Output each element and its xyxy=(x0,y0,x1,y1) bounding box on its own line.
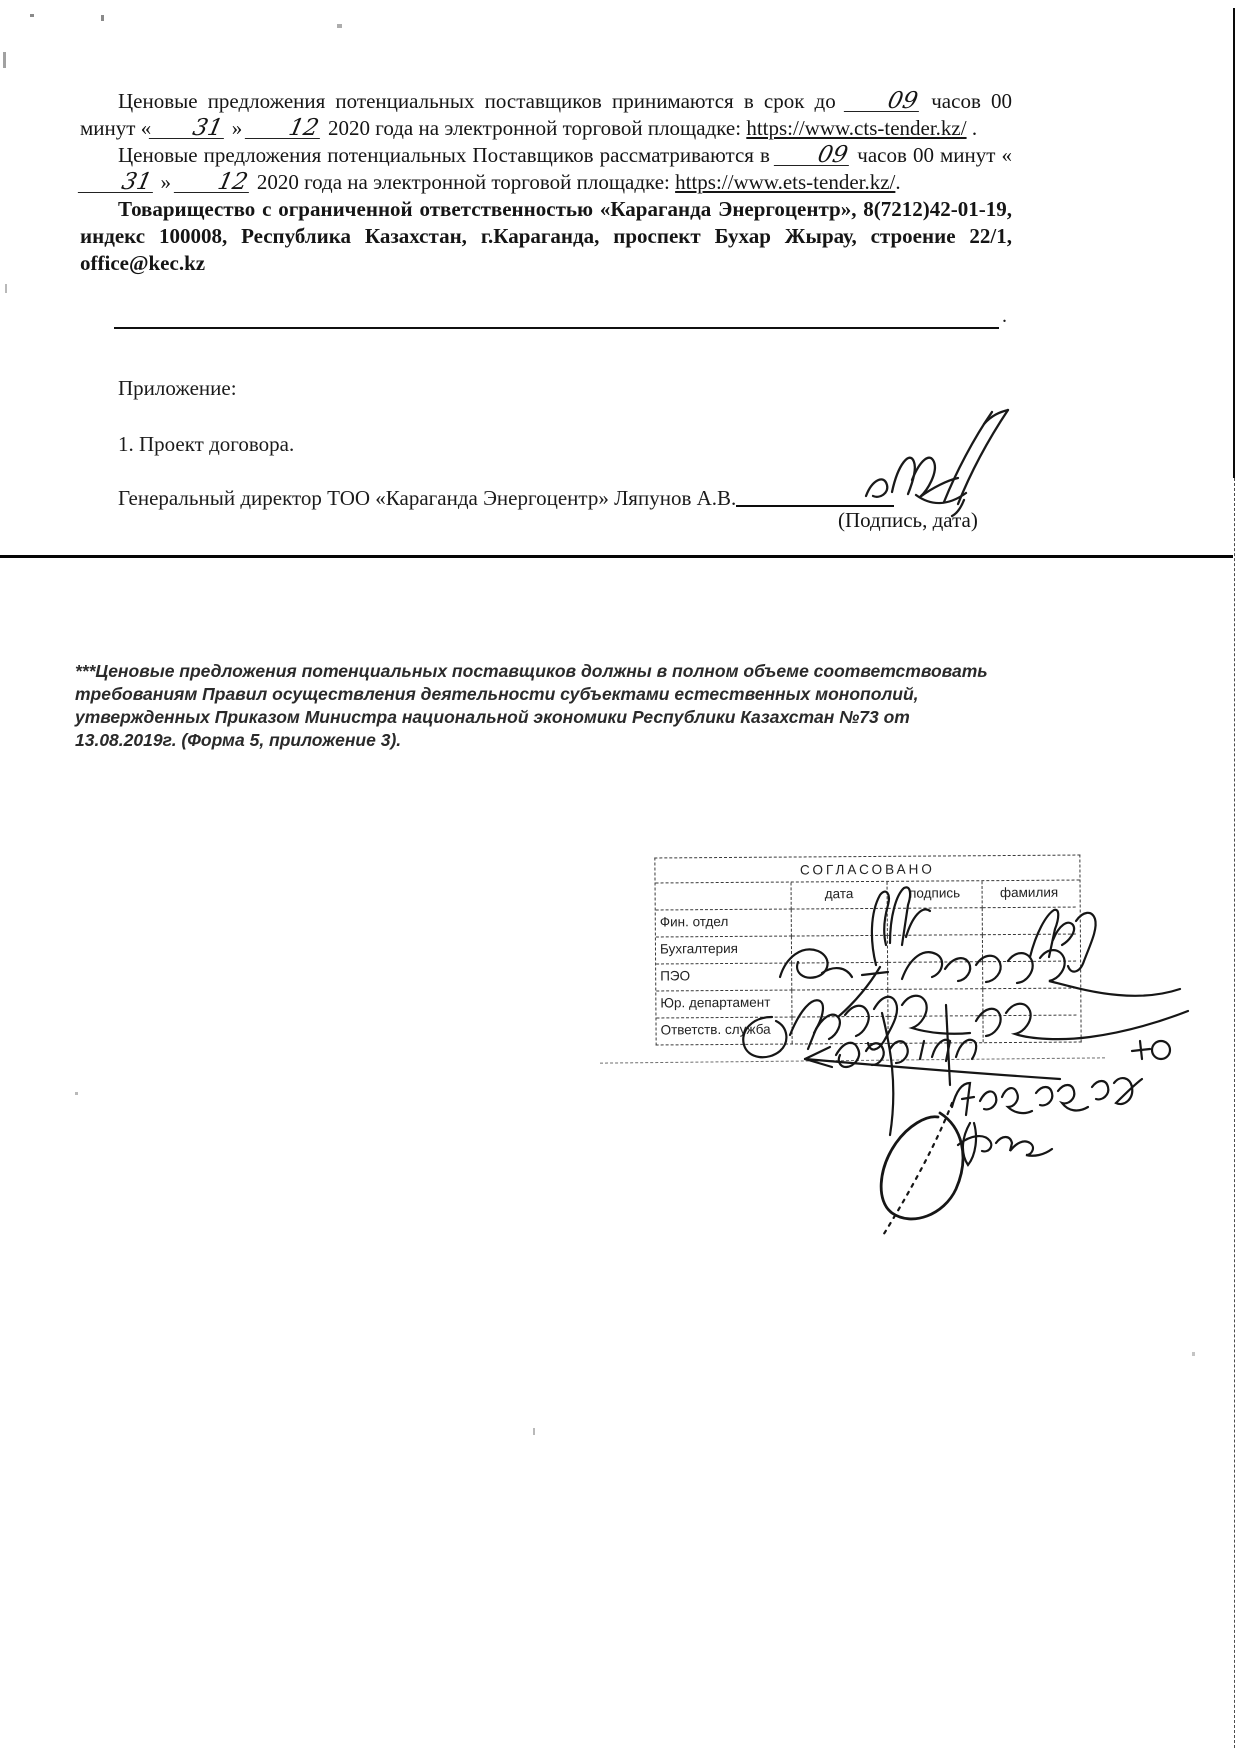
signature-underline xyxy=(736,505,894,507)
approval-empty-cell xyxy=(888,908,983,936)
approval-corner-cell xyxy=(656,883,792,911)
approval-col-date: дата xyxy=(792,882,888,910)
scan-speck xyxy=(3,52,6,68)
para2-text3: » xyxy=(155,170,177,194)
paragraph-review xyxy=(80,142,1012,196)
para2-text4: 2020 года на электронной торговой площадке: xyxy=(251,170,676,194)
approval-row-label: Юр. департамент xyxy=(656,991,792,1019)
section-divider-line xyxy=(0,555,1233,558)
blank-rule-row xyxy=(80,307,1012,331)
approval-empty-cell xyxy=(983,908,1076,936)
approval-empty-cell xyxy=(983,989,1076,1017)
approval-row-label: Бухгалтерия xyxy=(656,937,792,965)
approval-empty-cell xyxy=(792,1017,888,1044)
para1-text4: 2020 года на электронной торговой площадке: xyxy=(322,116,747,140)
approval-col-signature: подпись xyxy=(888,881,983,909)
blank-rule-line xyxy=(114,327,999,329)
scan-speck xyxy=(101,15,104,21)
approval-col-surname: фамилия xyxy=(983,881,1076,909)
deadline-month-handwritten: 12 xyxy=(245,118,325,139)
deadline-hours-handwritten: 09 xyxy=(844,91,924,112)
footnote: ***Ценовые предложения потенциальных поставщиков должны в полном объеме соответствовать требованиям Правил осуществления деятельности субъектами естественных монополий, утвержденных Приказом Министра национальной экономики Республики Казахстан №73 от 13.08.2019г. (Форма 5, приложение 3). xyxy=(75,661,988,750)
approval-table-title: СОГЛАСОВАНО xyxy=(655,856,1079,884)
table-bottom-scan-line xyxy=(600,1057,1105,1063)
approval-empty-cell xyxy=(792,963,888,991)
approval-table xyxy=(654,855,1081,1046)
paragraph-deadline-accept xyxy=(80,88,1012,142)
para2-text2: часов 00 минут « xyxy=(851,143,1013,167)
approval-empty-cell xyxy=(792,990,888,1018)
scan-speck xyxy=(5,284,7,293)
para1-text2: часов 00 минут « xyxy=(80,89,1012,140)
approval-empty-cell xyxy=(983,935,1076,963)
review-hours-handwritten: 09 xyxy=(774,145,854,166)
scan-speck xyxy=(30,14,34,17)
attachment-item: 1. Проект договора. xyxy=(118,432,295,456)
review-month-handwritten: 12 xyxy=(174,172,254,193)
approval-empty-cell xyxy=(983,1016,1076,1043)
rule-period: . xyxy=(1002,305,1007,327)
ets-tender-link[interactable]: https://www.ets-tender.kz/ xyxy=(675,170,896,194)
company-details: Товарищество с ограниченной ответственностью «Караганда Энергоцентр», 8(7212)42-01-19, индекс 100008, Республика Казахстан, г.Караганда, проспект Бухар Жырау, строение 22/1, office@kec.kz xyxy=(80,197,1012,275)
approval-row-label: ПЭО xyxy=(656,964,792,992)
scan-speck xyxy=(533,1428,535,1435)
para2-text1: Ценовые предложения потенциальных Поставщиков рассматриваются в xyxy=(118,143,776,167)
approval-empty-cell xyxy=(888,935,983,963)
approval-empty-cell xyxy=(888,962,983,990)
director-title: Генеральный директор ТОО «Караганда Энергоцентр» Ляпунов А.В. xyxy=(118,486,737,510)
approval-empty-cell xyxy=(792,909,888,937)
para1-text1: Ценовые предложения потенциальных поставщиков принимаются в срок до xyxy=(118,89,846,113)
review-day-handwritten: 31 xyxy=(78,172,158,193)
para1-text3: » xyxy=(226,116,248,140)
attachment-label: Приложение: xyxy=(118,376,237,400)
signature-caption: (Подпись, дата) xyxy=(838,508,978,532)
main-text-column xyxy=(80,88,1012,512)
cts-tender-link[interactable]: https://www.cts-tender.kz/ xyxy=(746,116,967,140)
approval-empty-cell xyxy=(792,936,888,964)
para1-text5: . xyxy=(966,116,978,140)
scan-speck xyxy=(75,1092,78,1095)
page-edge-line-dashed xyxy=(1234,478,1235,1748)
scan-speck xyxy=(1192,1352,1195,1356)
approval-row-label: Фин. отдел xyxy=(656,910,792,938)
deadline-day-handwritten: 31 xyxy=(149,118,229,139)
scan-speck xyxy=(337,24,342,28)
page-edge-line xyxy=(1233,8,1235,478)
para2-text5: . xyxy=(895,170,901,194)
approval-empty-cell xyxy=(983,962,1076,990)
approval-empty-cell xyxy=(888,989,983,1017)
approval-empty-cell xyxy=(888,1016,983,1043)
approval-row-label: Ответств. служба xyxy=(656,1018,792,1045)
